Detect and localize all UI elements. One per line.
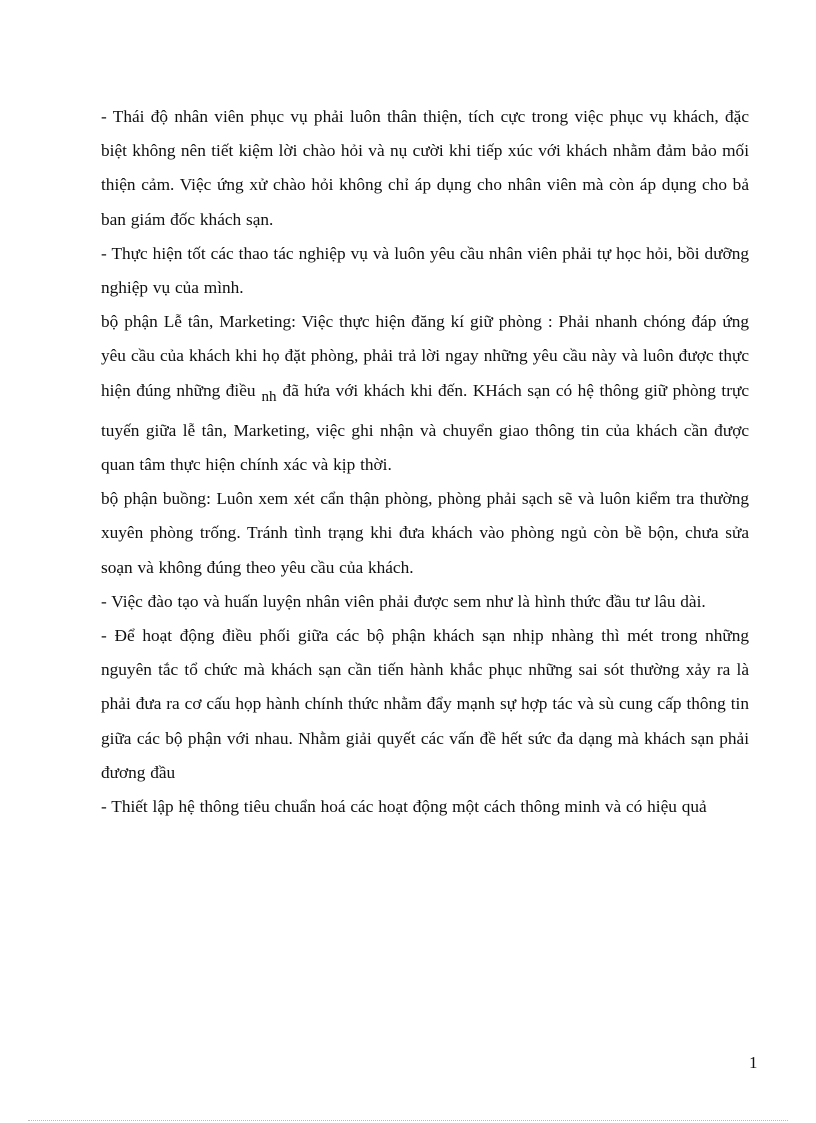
paragraph-reception-marketing: [101, 305, 749, 482]
paragraph-professional-skills: - Thực hiện tốt các thao tác nghiệp vụ và luôn yêu cầu nhân viên phải tự học hỏi, bồi dưỡng nghiệp vụ của mình.: [101, 243, 749, 298]
paragraph-coordination: - Để hoạt động điều phối giữa các bộ phận khách sạn nhịp nhàng thì mét trong những nguyên tắc tổ chức mà khách sạn cần tiến hành khắc phục những sai sót thường xảy ra là phải đưa ra cơ cấu họp hành chính thức nhằm đẩy mạnh sự hợp tác và sù cung cấp thông tin giữa các bộ phận với nhau. Nhằm giải quyết các vấn đề hết sức đa dạng mà khách sạn phải đương đầu: [101, 626, 749, 782]
paragraph-housekeeping: bộ phận buồng: Luôn xem xét cẩn thận phòng, phòng phải sạch sẽ và luôn kiểm tra thường xuyên phòng trống. Tránh tình trạng khi đưa khách vào phòng ngủ còn bề bộn, chưa sửa soạn và không đúng theo yêu cầu của khách.: [101, 489, 749, 577]
page-number: 1: [749, 1053, 758, 1072]
reception-text-after: đã hứa với khách khi đến. KHách sạn có hệ thông giữ phòng trực tuyến giữa lễ tân, Marketing, việc ghi nhận và chuyển giao thông tin của khách cần được quan tâm thực hiện chính xác và kịp thời.: [101, 380, 749, 475]
paragraph-standardization: - Thiết lập hệ thông tiêu chuẩn hoá các hoạt động một cách thông minh và có hiệu quả: [101, 797, 707, 817]
page-bottom-divider: [28, 1120, 788, 1121]
reception-text-before: bộ phận Lễ tân, Marketing: Việc thực hiện đăng kí giữ phòng : Phải nhanh chóng đáp ứng yêu cầu của khách khi họ đặt phòng, phải trả lời ngay những yêu cầu này và luôn được thực hiện đúng những điều: [101, 312, 749, 400]
paragraph-staff-training: - Việc đào tạo và huấn luyện nhân viên phải được sem như là hình thức đầu tư lâu dài.: [101, 591, 706, 611]
reception-inline-fragment: nh: [261, 388, 277, 405]
paragraph-staff-attitude: - Thái độ nhân viên phục vụ phải luôn thân thiện, tích cực trong việc phục vụ khách, đặc biệt không nên tiết kiệm lời chào hỏi và nụ cười khi tiếp xúc với khách nhằm đảm bảo mối thiện cảm. Việc ứng xử chào hỏi không chỉ áp dụng cho nhân viên mà còn áp dụng cho bả ban giám đốc khách sạn.: [101, 107, 749, 229]
document-body: [101, 100, 749, 824]
